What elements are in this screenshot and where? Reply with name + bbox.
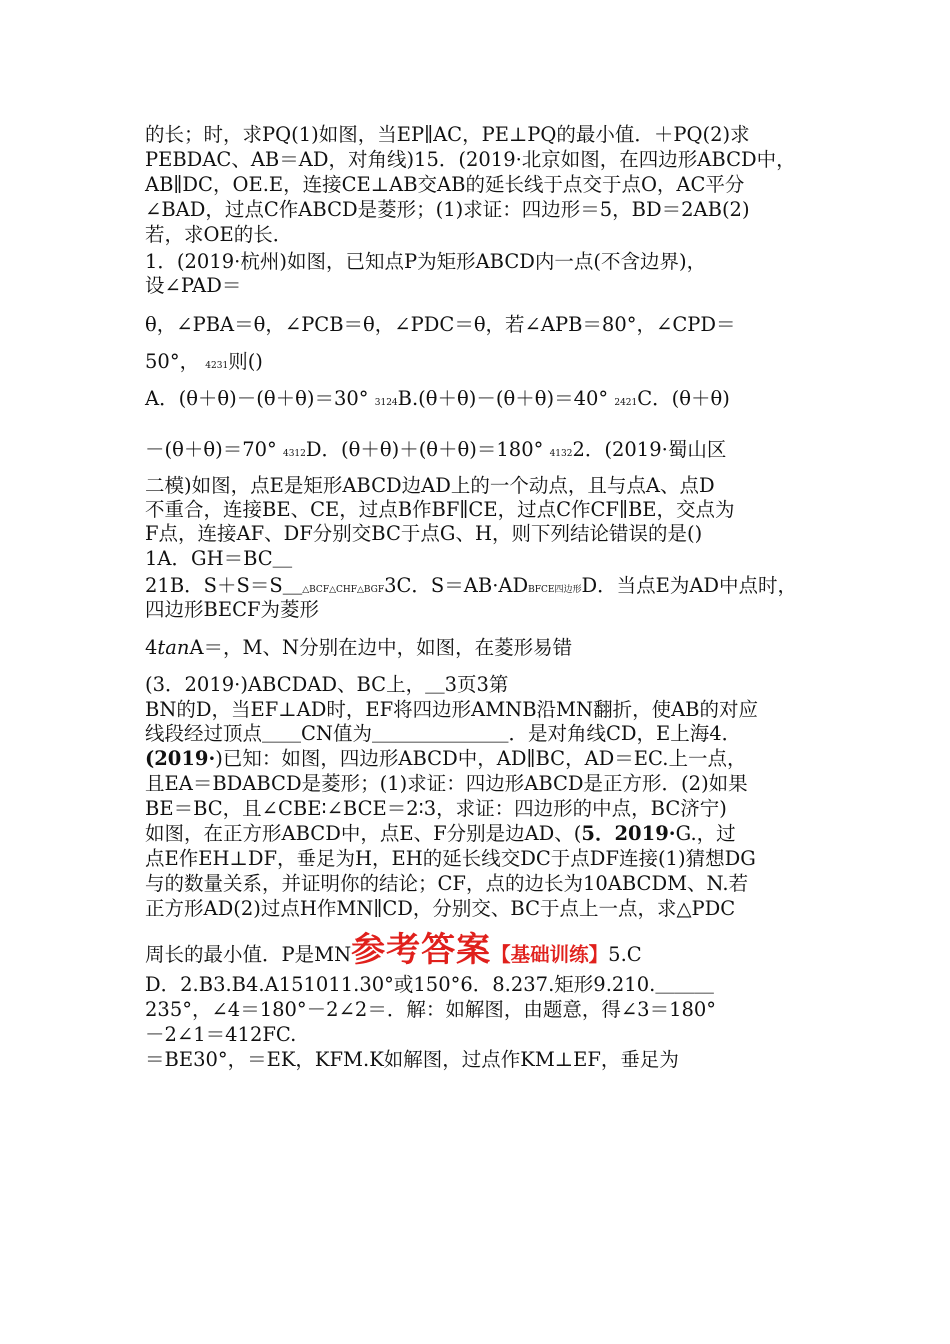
question-1-line-4: 50°， 4231则() bbox=[145, 350, 263, 373]
text-line-5: 若，求OE的长． bbox=[145, 223, 293, 246]
answers-line-3: －2∠1＝412FC. bbox=[145, 1023, 297, 1046]
subscript: 4132 bbox=[549, 449, 573, 459]
answers-line-1: D．2.B3.B4.A151011.30°或150°6．8.237.矩形9.210.＿＿＿ bbox=[145, 973, 714, 996]
question-3-line-2: (3．2019·)ABCDAD、BC上，＿3页3第 bbox=[145, 673, 509, 696]
question-5-line-3: 与的数量关系，并证明你的结论；CF，点的边长为10ABCDM、N.若 bbox=[145, 872, 749, 895]
answers-line-2: 235°，∠4＝180°－2∠2＝．解：如解图，由题意，得∠3＝180° bbox=[145, 998, 717, 1021]
question-2-line-2: 不重合，连接BE、CE，过点B作BF∥CE，过点C作CF∥BE，交点为 bbox=[145, 498, 735, 521]
basic-training-label: 【基础训练】 bbox=[491, 943, 609, 966]
text-line-4: ∠BAD，过点C作ABCD是菱形；(1)求证：四边形＝5，BD＝2AB(2) bbox=[145, 198, 750, 221]
subscript: 4231 bbox=[205, 361, 229, 371]
subscript: 4312 bbox=[282, 449, 306, 459]
question-2-option-d-cont: 四边形BECF为菱形 bbox=[145, 598, 320, 621]
question-5-line-4: 正方形AD(2)过点H作MN∥CD，分别交、BC于点上一点，求△PDC bbox=[145, 897, 736, 920]
question-3-line-4: 线段经过顶点＿＿CN值为＿＿＿＿＿＿＿．是对角线CD，E上海4． bbox=[145, 722, 742, 745]
question-4-line-3: BE＝BC，且∠CBE∶∠BCE＝2∶3，求证：四边形的中点，BC济宁) bbox=[145, 797, 727, 820]
question-1-line-2: 设∠PAD＝ bbox=[145, 274, 242, 297]
subscript: △BCF△CHF△BGF bbox=[302, 585, 385, 595]
question-3-line-1: 4tanA＝，M、N分别在边中，如图，在菱形易错 bbox=[145, 636, 573, 659]
question-2-line-3: F点，连接AF、DF分别交BC于点G、H，则下列结论错误的是() bbox=[145, 522, 703, 545]
question-5-line-1: 如图，在正方形ABCD中，点E、F分别是边AD、(5．2019·G.，过 bbox=[145, 822, 736, 845]
text-line-3: AB∥DC，OE.E，连接CE⊥AB交AB的延长线于点交于点O，AC平分 bbox=[145, 173, 745, 196]
question-1-line-3: θ，∠PBA＝θ，∠PCB＝θ，∠PDC＝θ，若∠APB＝80°，∠CPD＝ bbox=[145, 313, 736, 336]
subscript: BFCE四边形 bbox=[528, 585, 582, 595]
question-5-line-2: 点E作EH⊥DF，垂足为H，EH的延长线交DC于点DF连接(1)猜想DG bbox=[145, 847, 756, 870]
subscript: 2421 bbox=[614, 398, 638, 408]
option-line-c-d: －(θ＋θ)＝70° 4312D．(θ＋θ)＋(θ＋θ)＝180° 41322．(2019·蜀山区 bbox=[145, 438, 727, 461]
answers-line-4: ＝BE30°，＝EK，KFM.K如解图，过点作KM⊥EF，垂足为 bbox=[145, 1048, 679, 1071]
option-line-a-b-c: A．(θ＋θ)－(θ＋θ)＝30° 3124B.(θ＋θ)－(θ＋θ)＝40° 2421C．(θ＋θ) bbox=[145, 387, 730, 410]
question-2-option-a: 1A．GH＝BC＿ bbox=[145, 547, 293, 570]
question-2-options-b-c-d: 21B．S＋S＝S＿△BCF△CHF△BGF3C．S＝AB·ADBFCE四边形D．当点E为AD中点时， bbox=[145, 574, 798, 597]
question-4-line-1: (2019·)已知：如图，四边形ABCD中，AD∥BC，AD＝EC.上一点， bbox=[145, 747, 747, 770]
answers-heading-line: 周长的最小值．P是MN参考答案【基础训练】5.C bbox=[145, 930, 642, 970]
text-line-2: PEBDAC、AB＝AD，对角线)15．(2019·北京如图，在四边形ABCD中， bbox=[145, 148, 796, 171]
answers-heading: 参考答案 bbox=[351, 930, 492, 970]
question-4-line-2: 且EA＝BDABCD是菱形；(1)求证：四边形ABCD是正方形．(2)如果 bbox=[145, 772, 748, 795]
question-3-line-3: BN的D，当EF⊥AD时，EF将四边形AMNB沿MN翻折，使AB的对应 bbox=[145, 698, 758, 721]
question-1-line-1: 1．(2019·杭州)如图，已知点P为矩形ABCD内一点(不含边界)， bbox=[145, 250, 707, 273]
subscript: 3124 bbox=[374, 398, 398, 408]
text-line-1: 的长；时，求PQ(1)如图，当EP∥AC，PE⊥PQ的最小值．＋PQ(2)求 bbox=[145, 123, 750, 146]
question-2-line-1: 二模)如图，点E是矩形ABCD边AD上的一个动点，且与点A、点D bbox=[145, 474, 715, 497]
